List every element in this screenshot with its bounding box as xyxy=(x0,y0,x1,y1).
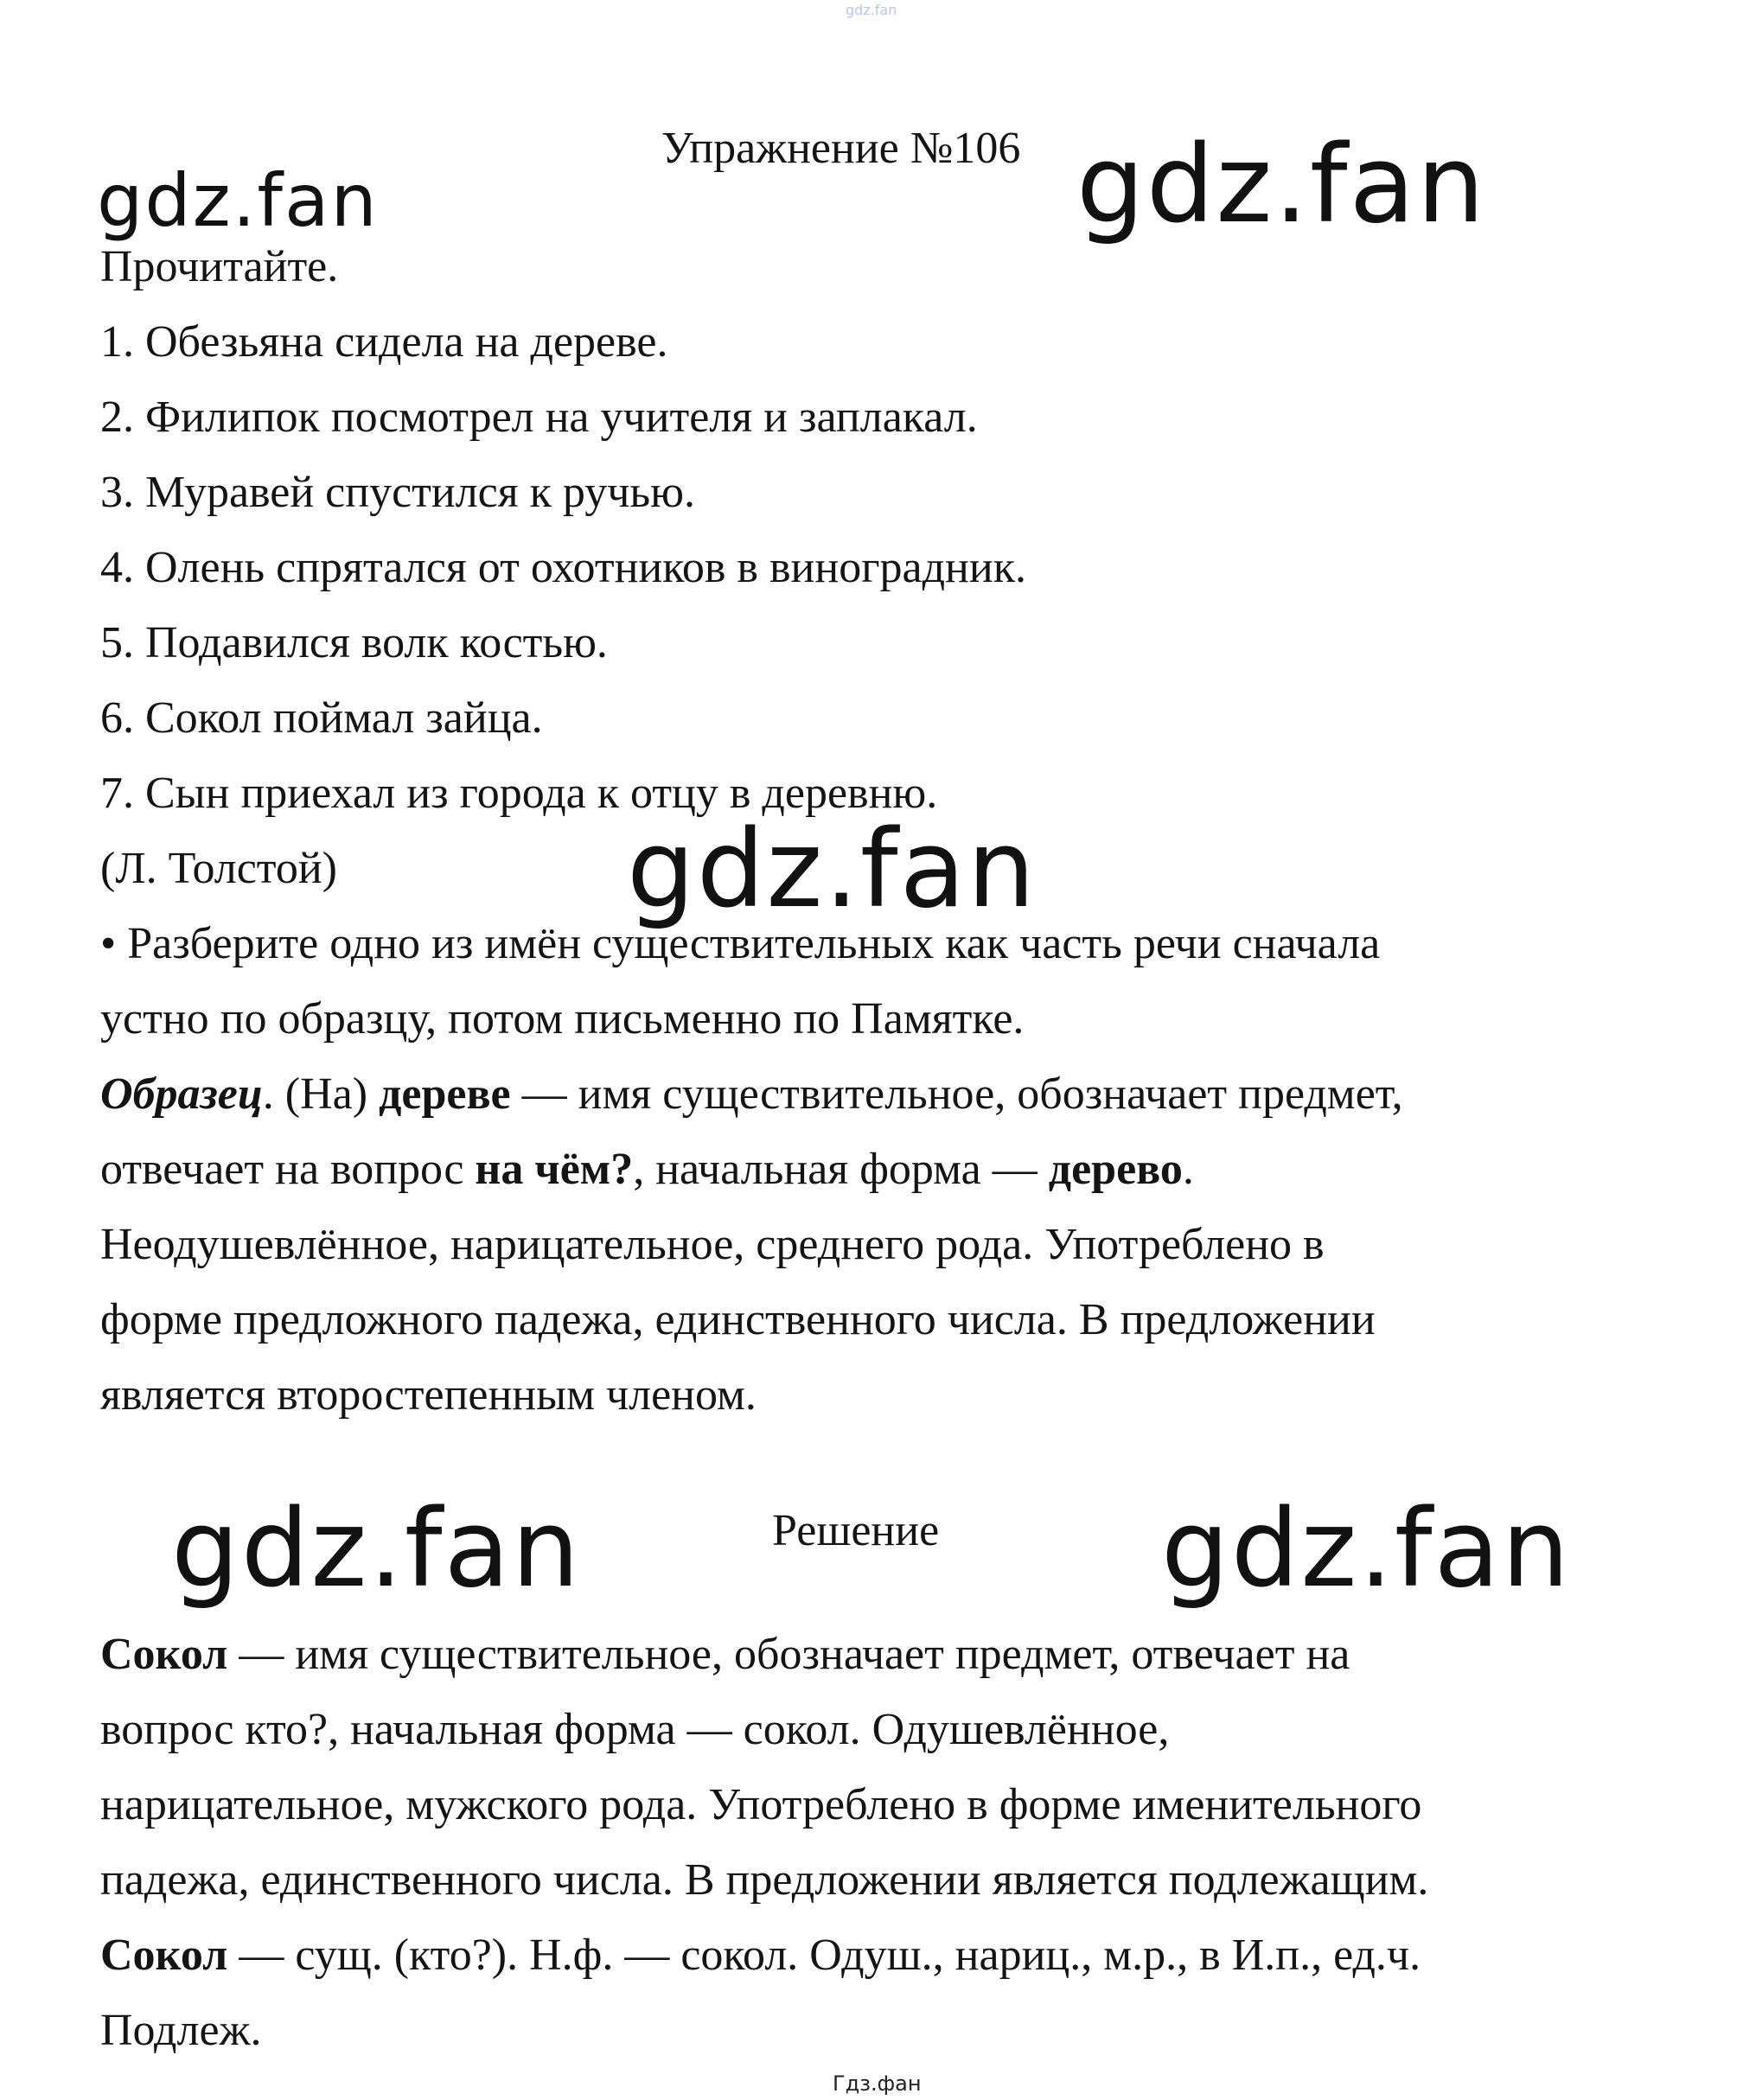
solution-line xyxy=(100,1617,1350,1692)
watermark: gdz.fan xyxy=(171,1487,582,1612)
sample-line xyxy=(100,1056,1403,1132)
sample-text: . (На) xyxy=(262,1069,380,1119)
task-bullet-line: • Разберите одно из имён существительных как часть речи сначала xyxy=(100,919,1381,968)
solution-line: падежа, единственного числа. В предложении является подлежащим. xyxy=(100,1855,1429,1905)
sample-initial-form: дерево xyxy=(1048,1145,1183,1194)
sample-text: , начальная форма — xyxy=(633,1145,1049,1194)
solution-word: Сокол xyxy=(100,1630,228,1679)
sentence: 6. Сокол поймал зайца. xyxy=(100,693,543,743)
author: (Л. Толстой) xyxy=(100,844,337,893)
watermark: gdz.fan xyxy=(1161,1487,1572,1612)
exercise-title: Упражнение №106 xyxy=(661,124,1021,173)
sentence: 4. Олень спрятался от охотников в виноградник. xyxy=(100,543,1026,592)
sample-text: — имя существительное, обозначает предмет, xyxy=(510,1069,1403,1119)
sentence: 3. Муравей спустился к ручью. xyxy=(100,468,695,517)
solution-line xyxy=(100,1918,1421,1993)
sentence: 1. Обезьяна сидела на дереве. xyxy=(100,317,668,367)
solution-text: — имя существительное, обозначает предмет, отвечает на xyxy=(227,1630,1350,1679)
watermark: gdz.fan xyxy=(1076,123,1487,247)
footer-watermark: Гдз.фан xyxy=(833,2071,922,2096)
sample-text: . xyxy=(1182,1145,1194,1194)
sentence: 5. Подавился волк костью. xyxy=(100,618,608,667)
sample-line: является второстепенным членом. xyxy=(100,1370,757,1420)
solution-text: — сущ. (кто?). Н.ф. — сокол. Одуш., нариц., м.р., в И.п., ед.ч. xyxy=(227,1931,1421,1980)
watermark: gdz.fan xyxy=(627,807,1038,932)
task-bullet-line: устно по образцу, потом письменно по Памятке. xyxy=(100,994,1025,1044)
sample-question: на чём? xyxy=(475,1145,634,1194)
watermark: gdz.fan xyxy=(97,158,379,243)
instruction: Прочитайте. xyxy=(100,242,339,291)
sample-line: Неодушевлённое, нарицательное, среднего рода. Употреблено в xyxy=(100,1220,1325,1269)
solution-line: нарицательное, мужского рода. Употреблено в форме именительного xyxy=(100,1780,1422,1829)
solution-line: вопрос кто?, начальная форма — сокол. Одушевлённое, xyxy=(100,1705,1170,1754)
solution-heading: Решение xyxy=(772,1506,940,1555)
sample-text: отвечает на вопрос xyxy=(100,1145,476,1194)
sample-line xyxy=(100,1132,1194,1207)
sentence: 7. Сын приехал из города к отцу в деревню. xyxy=(100,769,938,818)
top-watermark: gdz.fan xyxy=(846,2,897,18)
sample-word: дереве xyxy=(379,1069,511,1119)
solution-word: Сокол xyxy=(100,1931,228,1980)
sample-line: форме предложного падежа, единственного числа. В предложении xyxy=(100,1295,1376,1344)
solution-line: Подлеж. xyxy=(100,2006,262,2055)
sample-label: Образец xyxy=(100,1069,263,1119)
sentence: 2. Филипок посмотрел на учителя и заплакал. xyxy=(100,393,978,442)
